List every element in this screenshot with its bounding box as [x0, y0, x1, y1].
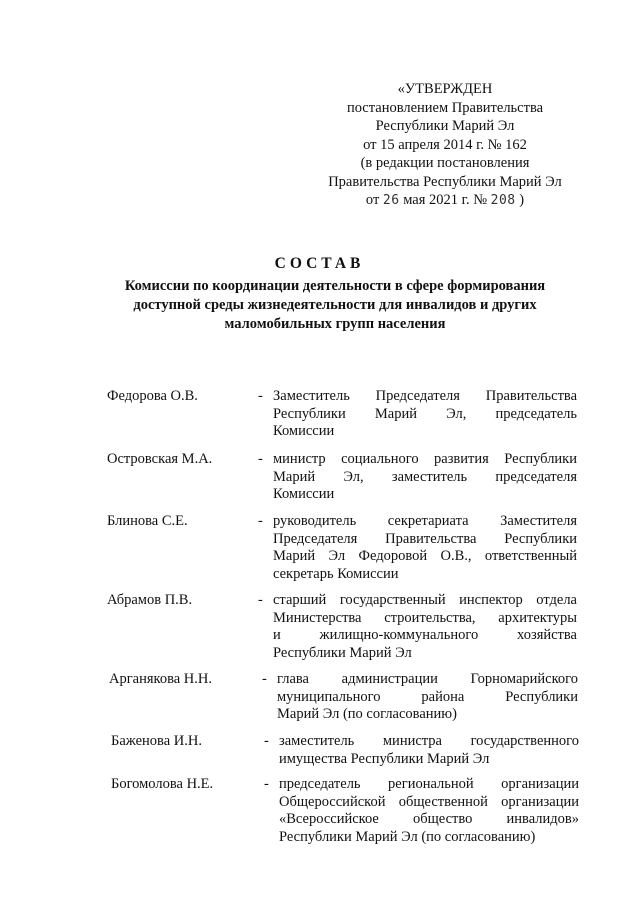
- member-dash: -: [258, 451, 263, 467]
- subtitle-line: доступной среды жизнедеятельности для инвалидов и других: [133, 297, 537, 313]
- member-position-line: старший государственный инспектор отдела: [273, 592, 577, 608]
- approval-date-middle: мая 2021 г. №: [403, 192, 488, 208]
- member-dash: -: [258, 388, 263, 404]
- approval-line: (в редакции постановления: [360, 155, 530, 171]
- member-position-line: Республики Марий Эл (по согласованию): [279, 828, 536, 845]
- member-position: [279, 776, 579, 846]
- approval-number: 208: [490, 193, 516, 208]
- approval-line: от 15 апреля 2014 г. № 162: [363, 136, 527, 153]
- document-title: СОСТАВ: [274, 255, 365, 272]
- approval-date-suffix: ): [519, 192, 525, 208]
- member-position-line: Республики Марий Эл, председатель: [273, 405, 577, 422]
- approval-date-line: [300, 191, 590, 211]
- member-name: Островская М.А.: [107, 451, 213, 467]
- member-name: Абрамов П.В.: [107, 592, 193, 608]
- member-name: Федорова О.В.: [107, 388, 198, 404]
- member-dash: -: [264, 776, 269, 792]
- member-name: Арганякова Н.Н.: [109, 671, 213, 687]
- member-position-line: Общероссийской общественной организации: [279, 793, 579, 810]
- member-position-line: Министерства строительства, архитектуры: [273, 609, 577, 626]
- member-position-line: председатель региональной организации: [279, 776, 579, 792]
- member-position-line: секретарь Комиссии: [273, 565, 399, 582]
- subtitle-line: Комиссии по координации деятельности в сфере формирования: [124, 278, 546, 294]
- member-position: [273, 388, 577, 441]
- member-position-line: заместитель министра государственного: [279, 733, 579, 749]
- member-position-line: министр социального развития Республики: [273, 451, 577, 467]
- member-position-line: руководитель секретариата Заместителя: [273, 513, 577, 529]
- approval-stamp-block: [300, 80, 590, 211]
- member-position-line: Марий Эл Федоровой О.В., ответственный: [273, 548, 577, 564]
- member-position: [273, 513, 577, 583]
- member-position-line: Республики Марий Эл: [273, 644, 412, 661]
- approval-line: Республики Марий Эл: [375, 118, 515, 134]
- member-position-line: Комиссии: [273, 423, 335, 439]
- member-dash: -: [262, 671, 267, 687]
- member-position: [279, 733, 579, 768]
- member-position-line: Марий Эл (по согласованию): [277, 706, 457, 722]
- approval-date-prefix: от: [365, 192, 380, 208]
- member-position: [273, 592, 577, 662]
- subtitle-line: маломобильных групп населения: [224, 316, 446, 332]
- approval-line: Правительства Республики Марий Эл: [328, 173, 562, 190]
- document-subtitle: [105, 277, 565, 334]
- member-position-line: и жилищно-коммунального хозяйства: [273, 627, 577, 643]
- member-position-line: имущества Республики Марий Эл: [279, 750, 490, 767]
- member-name: Баженова И.Н.: [111, 733, 202, 749]
- member-position-line: глава администрации Горномарийского: [277, 671, 578, 687]
- approval-line: постановлением Правительства: [346, 99, 544, 116]
- member-position-line: Комиссии: [273, 486, 335, 502]
- member-position: [273, 451, 577, 504]
- member-position-line: муниципального района Республики: [277, 688, 578, 705]
- approval-day: 26: [382, 193, 400, 208]
- member-name: Богомолова Н.Е.: [111, 776, 214, 792]
- approval-line: «УТВЕРЖДЕН: [397, 81, 493, 97]
- member-dash: -: [258, 513, 263, 529]
- member-dash: -: [258, 592, 263, 608]
- member-position-line: «Всероссийское общество инвалидов»: [279, 811, 579, 827]
- member-position: [277, 671, 578, 724]
- member-position-line: Марий Эл, заместитель председателя: [273, 468, 577, 485]
- member-position-line: Председателя Правительства Республики: [273, 530, 577, 547]
- member-name: Блинова С.Е.: [107, 513, 188, 529]
- member-dash: -: [264, 733, 269, 749]
- member-position-line: Заместитель Председателя Правительства: [273, 388, 577, 404]
